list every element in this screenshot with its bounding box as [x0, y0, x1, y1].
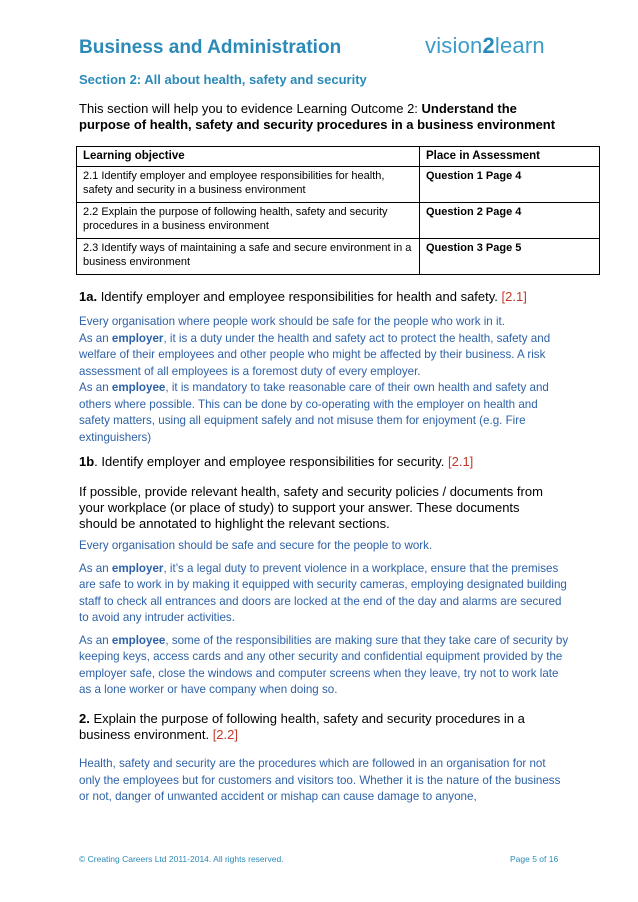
place-cell: Question 2 Page 4 [420, 203, 600, 239]
document-title: Business and Administration [79, 37, 342, 58]
intro-paragraph [79, 101, 559, 133]
table-row [77, 239, 600, 275]
objective-cell: 2.2 Explain the purpose of following health, safety and security procedures in a business environment [77, 203, 420, 239]
place-cell: Question 1 Page 4 [420, 167, 600, 203]
answer-keyword: employee [111, 633, 166, 647]
answer-paragraph: Health, safety and security are the procedures which are followed in an organisation for not only the employees but for customers and visitors too. Whether it is the nature of the business or not, danger of unwanted accident or mishap can cause damage to anyone, [79, 757, 561, 803]
answer-text: As an [79, 331, 112, 345]
logo-text-learn: learn [494, 33, 545, 58]
question-1b [79, 454, 569, 470]
answer-paragraph: Every organisation where people work should be safe for the people who work in it. [79, 315, 505, 328]
answer-2 [79, 756, 569, 806]
answer-text: , it’s a legal duty to prevent violence in a workplace, ensure that the premises are safe to work in by making it equipped with security cameras, employing designated building staff to check all entrances and doors are locked at the end of the day and alarms are secured to avoid any intruder activities. [79, 561, 567, 624]
place-cell: Question 3 Page 5 [420, 239, 600, 275]
question-number: 1a. [79, 289, 98, 304]
header-place-in-assessment: Place in Assessment [420, 147, 600, 167]
outcome-reference: [2.1] [447, 454, 474, 469]
answer-text: , it is mandatory to take reasonable care of their own health and safety and others where possible. This can be done by co-operating with the employer on health and safety matters, using all equipment safely and not misuse them for enjoyment (e.g. Fire extinguishers) [79, 381, 549, 444]
answer-keyword: employee [111, 381, 166, 394]
answer-1a [79, 314, 569, 446]
question-2 [79, 711, 529, 743]
footer-page-number: Page 5 of 16 [510, 854, 559, 864]
answer-paragraph: Every organisation should be safe and secure for the people to work. [79, 539, 433, 552]
logo-text-2: 2 [482, 33, 495, 58]
answer-text: As an [79, 381, 112, 394]
learning-objectives-table [76, 146, 600, 275]
question-number: 1b [79, 454, 95, 469]
answer-paragraph [79, 380, 569, 446]
question-1a [79, 289, 569, 305]
answer-paragraph [79, 331, 569, 381]
objective-cell: 2.3 Identify ways of maintaining a safe and secure environment in a business environment [77, 239, 420, 275]
answer-keyword: employer [111, 331, 164, 345]
intro-lead: This section will help you to evidence Learning Outcome 2: [79, 101, 422, 116]
footer-copyright: © Creating Careers Ltd 2011-2014. All rights reserved. [79, 854, 284, 864]
outcome-reference: [2.1] [501, 289, 527, 304]
question-1b-instructions: If possible, provide relevant health, safety and security policies / documents from your workplace (or place of study) to support your answer. These documents should be annotated to highlight the relevant sections. [79, 484, 543, 531]
answer-text: As an [79, 633, 112, 647]
section-title: Section 2: All about health, safety and security [79, 72, 367, 87]
question-number: 2. [79, 711, 90, 726]
objective-cell: 2.1 Identify employer and employee responsibilities for health, safety and security in a business environment [77, 167, 420, 203]
answer-keyword: employer [111, 561, 164, 575]
intro-outcome: Understand the purpose of health, safety and security procedures in a business environment [79, 101, 556, 132]
table-row [77, 167, 600, 203]
outcome-reference: [2.2] [212, 727, 238, 742]
answer-text: As an [79, 561, 112, 575]
answer-text: , it is a duty under the health and safety act to protect the health, safety and welfare of their employees and other people who might be affected by their business. A risk assessment of all employees is a foremost duty of every employer. [79, 331, 551, 378]
answer-1b [79, 538, 569, 699]
answer-paragraph [79, 633, 569, 699]
vision2learn-logo [425, 33, 545, 59]
question-text: Identify employer and employee responsibilities for health and safety. [97, 289, 502, 304]
question-text: Explain the purpose of following health, safety and security procedures in a business environment. [79, 711, 525, 742]
logo-text-vision: vision [425, 33, 483, 58]
answer-paragraph [79, 561, 569, 627]
table-header-row [77, 147, 600, 167]
question-text: . Identify employer and employee responsibilities for security. [94, 454, 448, 469]
header-learning-objective: Learning objective [77, 147, 420, 167]
table-row [77, 203, 600, 239]
answer-text: , some of the responsibilities are making sure that they take care of security by keeping keys, access cards and any other security and confidential equipment provided by the employer safe, close the windows and computer screens when they leave, try not to work late as a lone worker or have company when doing so. [79, 633, 569, 696]
